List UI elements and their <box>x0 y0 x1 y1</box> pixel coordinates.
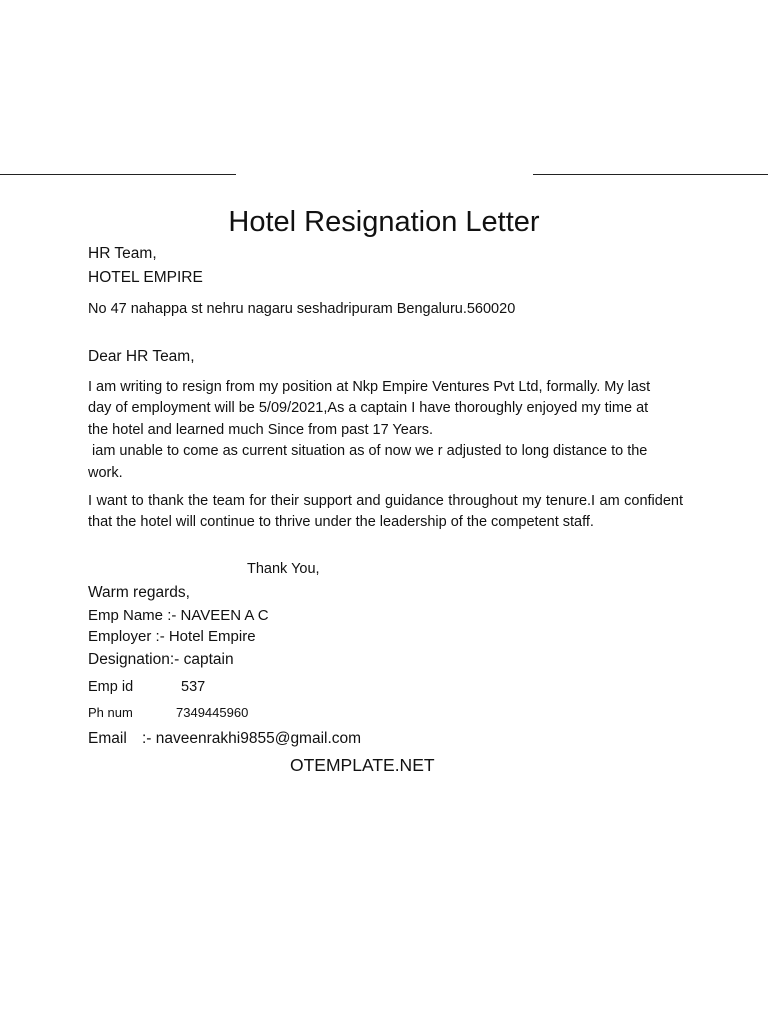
recipient-line-2: HOTEL EMPIRE <box>88 269 203 286</box>
header-rule-right <box>533 174 768 175</box>
recipient-address: No 47 nahappa st nehru nagaru seshadripuram Bengaluru.560020 <box>88 301 516 317</box>
phone-value: 7349445960 <box>176 705 249 720</box>
paragraph-1-line: iam unable to come as current situation as of now we r adjusted to long distance to the <box>88 443 648 460</box>
designation: Designation:- captain <box>88 651 234 668</box>
thanks: Thank You, <box>247 561 320 577</box>
paragraph-1 <box>88 377 683 484</box>
email-label: Email <box>88 730 127 747</box>
email-value: :- naveenrakhi9855@gmail.com <box>142 730 362 747</box>
emp-name: Emp Name :- NAVEEN A C <box>88 607 269 624</box>
letter-title: Hotel Resignation Letter <box>228 206 540 238</box>
emp-id-value: 537 <box>181 679 206 695</box>
paragraph-1-line: the hotel and learned much Since from past 17 Years. <box>88 421 433 438</box>
paragraph-1-line: I am writing to resign from my position at Nkp Empire Ventures Pvt Ltd, formally. My last <box>88 379 651 395</box>
paragraph-2: I want to thank the team for their support and guidance throughout my tenure.I am confident that the hotel will continue to thrive under the leadership of the competent staff. <box>88 493 683 531</box>
phone-label: Ph num <box>88 705 133 720</box>
paragraph-1-line: work. <box>88 464 123 481</box>
closing: Warm regards, <box>88 584 190 601</box>
recipient-line-1: HR Team, <box>88 245 157 262</box>
salutation: Dear HR Team, <box>88 348 195 365</box>
paragraph-1-line: day of employment will be 5/09/2021,As a captain I have thoroughly enjoyed my time at <box>88 400 649 417</box>
header-rule-left <box>0 174 236 175</box>
emp-id-label: Emp id <box>88 679 134 695</box>
employer: Employer :- Hotel Empire <box>88 628 256 645</box>
watermark-text: OTEMPLATE.NET <box>290 755 435 775</box>
